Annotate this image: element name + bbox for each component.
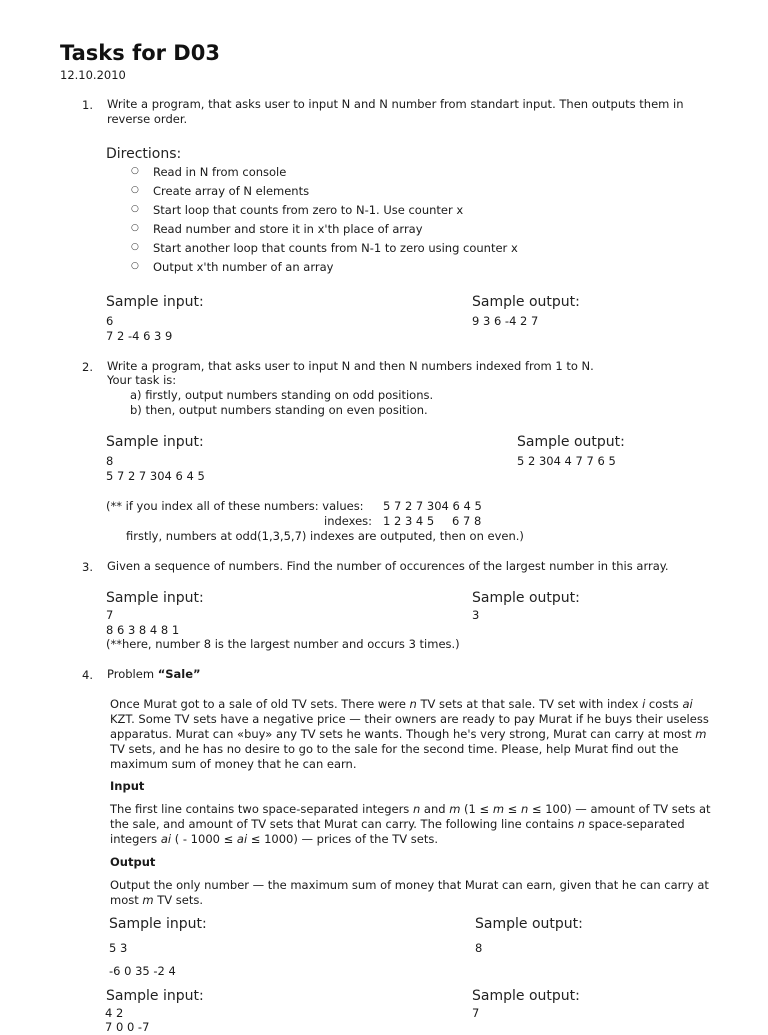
sample-input-label: Sample input: xyxy=(106,434,204,450)
list-item: Create array of N elements xyxy=(153,184,310,198)
task-text-line: reverse order. xyxy=(107,112,188,126)
output-heading: Output xyxy=(110,855,156,869)
sample-output-line: 8 xyxy=(475,941,483,955)
task-number: 1. xyxy=(82,98,93,112)
problem-text-line: TV sets, and he has no desire to go to the sale for the second time. Please, help Murat find out the xyxy=(110,742,679,756)
sample-input-line: 6 xyxy=(106,314,114,328)
directions-label: Directions: xyxy=(106,146,182,162)
list-item: Start another loop that counts from N-1 to zero using counter x xyxy=(153,241,518,255)
task-text-line: Write a program, that asks user to input N and N number from standart input. Then outputs them in xyxy=(107,97,684,111)
problem-text-line: KZT. Some TV sets have a negative price — their owners are ready to pay Murat if he buys their useless xyxy=(110,712,709,726)
note-indexes-label: indexes: xyxy=(324,514,373,528)
circle-bullet-icon: ○ xyxy=(131,261,139,271)
circle-bullet-icon: ○ xyxy=(131,204,139,214)
circle-bullet-icon: ○ xyxy=(131,185,139,195)
task-text-line: Your task is: xyxy=(107,373,177,387)
sample-output-line: 3 xyxy=(472,608,480,622)
circle-bullet-icon: ○ xyxy=(131,166,139,176)
sample-input-line: 7 xyxy=(106,608,114,622)
list-item: Read number and store it in x'th place of array xyxy=(153,222,423,236)
input-text-line: the sale, and amount of TV sets that Murat can carry. The following line contains n space-separated xyxy=(110,817,685,831)
sample-input-line: 5 3 xyxy=(109,941,128,955)
task-text-line: Write a program, that asks user to input N and then N numbers indexed from 1 to N. xyxy=(107,359,594,373)
page-title: Tasks for D03 xyxy=(60,41,220,65)
task-number: 3. xyxy=(82,560,93,574)
sample-output-line: 9 3 6 -4 2 7 xyxy=(472,314,539,328)
list-item: Read in N from console xyxy=(153,165,287,179)
note-values: 5 7 2 7 304 6 4 5 xyxy=(383,499,482,513)
sample-output-line: 5 2 304 4 7 7 6 5 xyxy=(517,454,616,468)
note-indexes: 6 7 8 xyxy=(452,514,482,528)
sample-output-line: 7 xyxy=(472,1006,480,1020)
task-subitem: a) firstly, output numbers standing on odd positions. xyxy=(130,388,434,402)
circle-bullet-icon: ○ xyxy=(131,223,139,233)
input-text-line: The first line contains two space-separated integers n and m (1 ≤ m ≤ n ≤ 100) — amount of TV sets at xyxy=(110,802,711,816)
task-subitem: b) then, output numbers standing on even position. xyxy=(130,403,428,417)
sample-input-line: 4 2 xyxy=(105,1006,124,1020)
sample-input-label: Sample input: xyxy=(106,988,204,1004)
list-item: Start loop that counts from zero to N-1. Use counter x xyxy=(153,203,464,217)
problem-text-line: maximum sum of money that he can earn. xyxy=(110,757,357,771)
input-heading: Input xyxy=(110,779,145,793)
sample-output-label: Sample output: xyxy=(472,988,580,1004)
task-number: 2. xyxy=(82,360,93,374)
sample-output-label: Sample output: xyxy=(472,590,580,606)
sample-input-label: Sample input: xyxy=(106,590,204,606)
sample-output-label: Sample output: xyxy=(517,434,625,450)
sample-input-line: -6 0 35 -2 4 xyxy=(109,964,176,978)
output-text-line: Output the only number — the maximum sum of money that Murat can earn, given that he can carry at xyxy=(110,878,709,892)
sample-input-line: 5 7 2 7 304 6 4 5 xyxy=(106,469,205,483)
sample-input-line: 8 6 3 8 4 8 1 xyxy=(106,623,180,637)
sample-input-line: 7 2 -4 6 3 9 xyxy=(106,329,173,343)
problem-text-line: apparatus. Murat can «buy» any TV sets he wants. Though he's very strong, Murat can carry at most m xyxy=(110,727,707,741)
task-text-line: Given a sequence of numbers. Find the number of occurences of the largest number in this array. xyxy=(107,559,669,573)
output-text-line: most m TV sets. xyxy=(110,893,204,907)
list-item: Output x'th number of an array xyxy=(153,260,334,274)
input-text-line: integers ai ( - 1000 ≤ ai ≤ 1000) — prices of the TV sets. xyxy=(110,832,438,846)
sample-output-label: Sample output: xyxy=(475,916,583,932)
problem-heading: Problem “Sale” xyxy=(107,667,201,681)
note-line: (**here, number 8 is the largest number and occurs 3 times.) xyxy=(106,637,460,651)
note-line: (** if you index all of these numbers: values: xyxy=(106,499,364,513)
task-number: 4. xyxy=(82,668,93,682)
note-indexes: 1 2 3 4 5 xyxy=(383,514,435,528)
sample-input-line: 8 xyxy=(106,454,114,468)
sample-input-label: Sample input: xyxy=(109,916,207,932)
circle-bullet-icon: ○ xyxy=(131,242,139,252)
page-date: 12.10.2010 xyxy=(60,68,126,82)
sample-input-line: 7 0 0 -7 xyxy=(105,1020,150,1034)
note-line: firstly, numbers at odd(1,3,5,7) indexes are outputed, then on even.) xyxy=(126,529,524,543)
sample-input-label: Sample input: xyxy=(106,294,204,310)
sample-output-label: Sample output: xyxy=(472,294,580,310)
problem-text-line: Once Murat got to a sale of old TV sets. There were n TV sets at that sale. TV set with index i costs ai xyxy=(110,697,693,711)
